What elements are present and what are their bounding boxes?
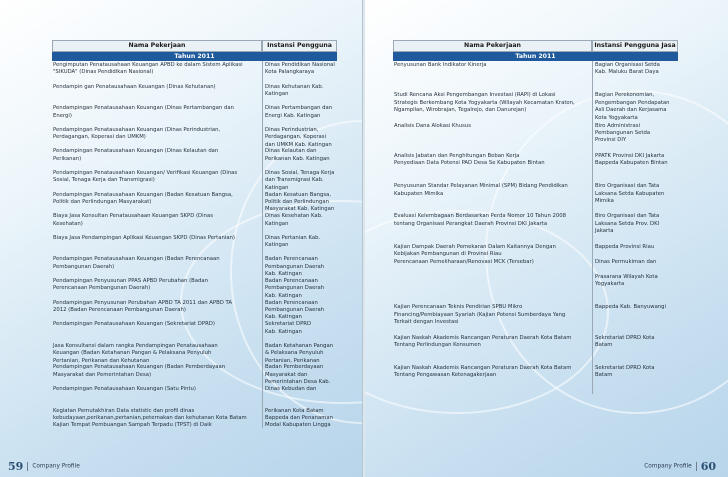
table-cell-agency: Dinas Kehutanan Kab. Katingan [262, 83, 337, 105]
table-cell-project-name: Pendampingan Penatausahaan Keuangan (Badan Kesatuan Bangsa, Politik dan Perlindungan Masyarakat) [53, 191, 233, 205]
table-cell-project-name: Penyusunan Bank Indikator Kinerja [394, 62, 487, 68]
table-cell-agency: Dinas Pertanian Kab. Katingan [262, 234, 337, 256]
table-cell-agency: Dinas Pertambangan dan Energi Kab. Katingan [262, 104, 337, 126]
table-cell-project-name: Pendampingan Penatausahaan Keuangan (Badan Perencanaan Pembangunan Daerah) [53, 256, 220, 270]
table-cell-agency: Sekretariat DPRD Kota Batam [592, 364, 678, 394]
table-cell-agency: Bappeda Kab. Banyuwangi [592, 303, 678, 333]
table-cell-agency: Badan Perencanaan Pembangunan Daerah Kab. Katingan [262, 255, 337, 277]
table-cell-project-name: Kegiatan Pemutakhiran Data statistic dan profil dinas kebudayaan,perikanan,pertanian,peternakan dan kehutanan Kota Batam Kajian Tempat Pembuangan Sampah Terpadu (TPST) di Daik [53, 407, 247, 429]
page-footer [8, 460, 80, 473]
footer-divider [696, 462, 697, 471]
page-footer [644, 460, 716, 473]
footer-label: Company Profile [32, 463, 80, 470]
project-table-left [52, 40, 337, 428]
column-header-agency: Instansi Pengguna [262, 40, 337, 52]
column-header-name: Nama Pekerjaan [52, 40, 262, 52]
page-number: 59 [8, 460, 24, 473]
table-cell-agency: Dinas Kelautan dan Perikanan Kab. Katingan [262, 147, 337, 169]
right-page [365, 0, 728, 477]
table-cell-agency: Dinas Kebudan dan [262, 385, 337, 407]
table-cell-agency: Sekretariat DPRD Kab. Katingan [262, 320, 337, 342]
table-cell-agency: Sekretariat DPRD Kota Batam [592, 334, 678, 364]
table-cell-project-name: Kajian Dampak Daerah Pemekaran Dalam Kaitannya Dengan Kebijakan Pembangunan di Provinsi Riau Perencanaan Pemeliharaan/Renovasi MCK (Tersebar) [394, 243, 556, 265]
column-header-name: Nama Pekerjaan [393, 40, 592, 52]
year-band: Tahun 2011 [52, 52, 337, 61]
table-cell-agency: Biro Administrasi Pembangunan Setda Provinsi DIY [592, 122, 678, 152]
table-cell-agency: Prasarana Wilayah Kota Yogyakarta [592, 273, 678, 303]
table-cell-agency: Badan Kesatuan Bangsa, Politik dan Perlindungan Masyarakat Kab. Katingan [262, 191, 337, 213]
table-cell-agency: Biro Organisasi dan Tata Laksana Setda Prov. DKI Jakarta [592, 212, 678, 242]
table-cell-project-name: Pendampingan Penatausahaan Keuangan (Dinas Perindustrian, Perdagangan, Koperasi dan UMKM) [53, 126, 221, 141]
left-page [0, 0, 363, 477]
table-cell-agency: Badan Perencanaan Pembangunan Daerah Kab. Katingan [262, 277, 337, 299]
table-cell-agency: Perikanan Kota Batam Bappeda dan Penanaman Modal Kabupaten Lingga [262, 407, 337, 429]
table-cell-project-name: Kajian Naskah Akademis Rancangan Peraturan Daerah Kota Batam Tentang Pengawasan Ketenagakerjaan [394, 364, 572, 379]
table-cell-project-name: Pendampingan Penatausahaan Keuangan (Dinas Pertambangan dan Energi) [53, 105, 234, 119]
table-cell-agency: Biro Organisasi dan Tata Laksana Setda Kabupaten Mimika [592, 182, 678, 212]
table-cell-project-name: Pendampingan Penatausahaan Keuangan (Dinas Kelautan dan Perikanan) [53, 148, 219, 162]
table-cell-project-name: Biaya Jasa Pendampingan Aplikasi Keuangan SKPD (Dinas Pertanian) [53, 234, 236, 241]
table-cell-agency: Badan Ketahanan Pangan & Pelaksana Penyuluh Pertanian, Perikanan [262, 342, 337, 364]
table-cell-agency: Badan Pemberdayaan Masyarakat dan Pemerintahan Desa Kab. [262, 363, 337, 385]
footer-label: Company Profile [644, 463, 692, 470]
table-cell-project-name: Analisis Dana Alokasi Khusus [394, 122, 471, 129]
table-cell-project-name [393, 273, 592, 303]
table-cell-project-name: Evaluasi Kelembagaan Berdasarkan Perda Nomor 10 Tahun 2008 tentang Organisasi Perangkat Daerah Provinsi DKI Jakarta [394, 213, 566, 227]
page-number: 60 [700, 460, 716, 473]
table-cell-project-name: Pendampingan Penatausahaan Keuangan (Satu Pintu) [53, 385, 196, 392]
table-cell-agency: Bagian Organisasi Setda Kab. Maluku Barat Daya [592, 61, 678, 91]
table-cell-project-name: Pendampingan Penyusunan PPAS APBD Perubahan (Badan Perencanaan Pembangunan Daerah) [53, 277, 208, 292]
table-cell-agency: Dinas Sosial, Tenaga Kerja dan Transmigrasi Kab. Katingan [262, 169, 337, 191]
table-cell-project-name: Pendampingan Penatausahaan Keuangan (Sekretariat DPRD) [53, 321, 215, 328]
table-cell-project-name: Studi Rencana Aksi Pengembangan Investasi (RAPI) di Lokasi Strategis Berkembang Kota Yogyakarta (Wilayah Kecamatan Kraton, Ngampilan, Wirobrajan, Tegalrejo, dan Danurejan) [394, 92, 575, 114]
table-cell-project-name: Pendampingan Penyusunan Perubahan APBD TA 2011 dan APBD TA 2012 (Badan Perencanaan Pembangunan Daerah) [53, 299, 232, 313]
table-cell-project-name: Kajian Perencanaan Teknis Pendirian SPBU Mikro Financing/Pembiayaan Syariah (Kajian Potensi Sumberdaya Yang Terkait dengan Investasi [394, 304, 566, 326]
year-band: Tahun 2011 [393, 52, 678, 61]
project-table-right [393, 40, 678, 394]
column-header-agency: Instansi Pengguna Jasa [592, 40, 678, 52]
table-cell-agency: Bagian Perekonomian, Pengembangan Pendapatan Asli Daerah dan Kerjasama Kota Yogyakarta [592, 91, 678, 121]
table-cell-agency: Bappeda Provinsi Riau Dinas Permukiman dan [592, 243, 678, 273]
footer-divider [27, 462, 28, 471]
table-cell-project-name: Pendampingan Penatausahaan Keuangan (Badan Pemberdayaan Masyarakat dan Pemerintahan Desa) [53, 364, 226, 378]
table-cell-project-name: Penyusunan Standar Pelayanan Minimal (SPM) Bidang Pendidikan Kabupaten Mimika [394, 183, 568, 197]
table-cell-project-name: Pengimputan Penatausahaan Keuangan APBD ke dalam Sistem Aplikasi "SIKUDA" (Dinas Pendidikan Nasional) [53, 62, 243, 76]
table-cell-project-name: Kajian Naskah Akademis Rancangan Peraturan Daerah Kota Batam Tentang Perlindungan Konsumen [394, 334, 572, 349]
table-cell-agency: Dinas Perindustrian, Perdagangan, Koperasi dan UMKM Kab. Katingan [262, 126, 337, 148]
table-cell-project-name: Biaya Jasa Konsultan Penatausahaan Keuangan SKPD (Dinas Kesehatan) [53, 213, 213, 227]
table-cell-agency: Dinas Pendidikan Nasional Kota Palangkaraya [262, 61, 337, 83]
table-cell-agency: Badan Perencanaan Pembangunan Daerah Kab. Katingan [262, 299, 337, 321]
table-cell-project-name: Pendampingan Penatausahaan Keuangan/ Verifikasi Keuangan (Dinas Sosial, Tenaga Kerja dan Transmigrasi) [53, 169, 238, 184]
table-cell-project-name: Analisis Jabatan dan Penghitungan Beban Kerja Penyediaan Data Potensi PAD Desa Se Kabupaten Bintan [394, 152, 545, 167]
table-cell-agency: PPATK Provinsi DKI Jakarta Bappeda Kabupaten Bintan [592, 152, 678, 182]
table-cell-agency: Dinas Kesehatan Kab. Katingan [262, 212, 337, 234]
table-cell-project-name: Pendampin gan Penatausahaan Keuangan (Dinas Kehutanan) [53, 83, 216, 90]
table-cell-project-name: Jasa Konsultansi dalam rangka Pendampingan Penatausahaan Keuangan (Badan Ketahanan Pangan & Pelaksana Penyuluh Pertanian, Perikanan dan Kehutanan [53, 342, 218, 364]
